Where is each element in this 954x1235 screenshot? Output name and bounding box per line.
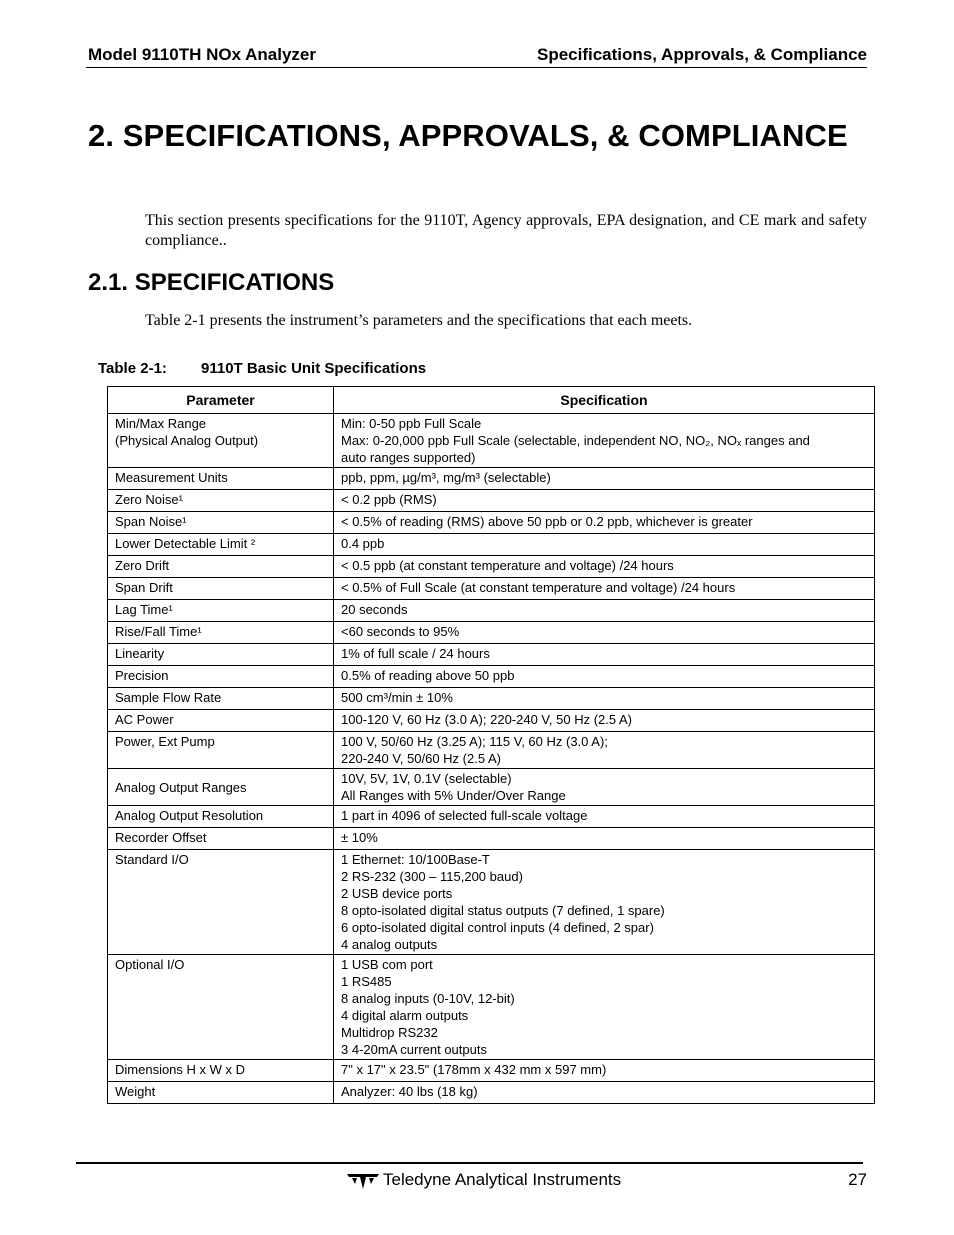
parameter-text: AC Power xyxy=(115,712,174,727)
parameter-cell xyxy=(108,1082,334,1104)
parameter-cell xyxy=(108,534,334,556)
table-row xyxy=(108,556,875,578)
specification-text: 8 opto-isolated digital status outputs (7 defined, 1 spare) xyxy=(341,903,665,918)
specification-cell xyxy=(334,644,875,666)
specification-text: 1 part in 4096 of selected full-scale voltage xyxy=(341,808,588,823)
specification-text: < 0.2 ppb (RMS) xyxy=(341,492,437,507)
parameter-text: Zero Drift xyxy=(115,558,170,573)
parameter-cell xyxy=(108,710,334,732)
specification-text: 220-240 V, 50/60 Hz (2.5 A) xyxy=(341,751,501,766)
specification-text: 10V, 5V, 1V, 0.1V (selectable) xyxy=(341,771,512,786)
parameter-cell xyxy=(108,468,334,490)
specification-cell xyxy=(334,600,875,622)
specification-text: 4 analog outputs xyxy=(341,937,438,952)
table-row xyxy=(108,806,875,828)
table-row xyxy=(108,666,875,688)
parameter-cell xyxy=(108,688,334,710)
table-row xyxy=(108,850,875,955)
parameter-text: Zero Noise¹ xyxy=(115,492,183,507)
parameter-cell xyxy=(108,769,334,806)
parameter-text: Standard I/O xyxy=(115,852,189,867)
specification-text: <60 seconds to 95% xyxy=(341,624,460,639)
specification-cell xyxy=(334,732,875,769)
table-row xyxy=(108,769,875,806)
parameter-text: Analog Output Resolution xyxy=(115,808,264,823)
specification-text: Analyzer: 40 lbs (18 kg) xyxy=(341,1084,478,1099)
specification-text: 1 USB com port xyxy=(341,957,433,972)
specification-cell xyxy=(334,512,875,534)
specification-text: 3 4-20mA current outputs xyxy=(341,1042,487,1057)
parameter-text: Sample Flow Rate xyxy=(115,690,222,705)
running-header-section: Specifications, Approvals, & Compliance xyxy=(536,45,867,64)
specification-cell xyxy=(334,490,875,512)
parameter-text: Precision xyxy=(115,668,169,683)
parameter-text: (Physical Analog Output) xyxy=(115,433,259,448)
parameter-text: Power, Ext Pump xyxy=(115,734,215,749)
table-row xyxy=(108,828,875,850)
specification-text: auto ranges supported) xyxy=(341,450,476,465)
specification-text: < 0.5% of reading (RMS) above 50 ppb or 0.2 ppb, whichever is greater xyxy=(341,514,753,529)
parameter-cell xyxy=(108,1060,334,1082)
parameter-cell xyxy=(108,828,334,850)
specification-cell xyxy=(334,710,875,732)
specification-text: 20 seconds xyxy=(341,602,408,617)
parameter-cell xyxy=(108,600,334,622)
table-row xyxy=(108,644,875,666)
specification-cell xyxy=(334,1082,875,1104)
table-caption-title: 9110T Basic Unit Specifications xyxy=(201,360,427,377)
specification-text: 0.5% of reading above 50 ppb xyxy=(341,668,515,683)
specification-cell xyxy=(334,769,875,806)
teledyne-logo-icon xyxy=(346,1170,380,1190)
specification-text: 1 RS485 xyxy=(341,974,392,989)
footer-rule xyxy=(76,1162,863,1164)
specification-text: 6 opto-isolated digital control inputs (4 defined, 2 spar) xyxy=(341,920,654,935)
table-caption-number: Table 2-1: xyxy=(98,360,167,377)
specification-text: ppb, ppm, µg/m³, mg/m³ (selectable) xyxy=(341,470,551,485)
specification-text: Multidrop RS232 xyxy=(341,1025,438,1040)
specification-text: < 0.5 ppb (at constant temperature and voltage) /24 hours xyxy=(341,558,674,573)
footer-company: Teledyne Analytical Instruments xyxy=(383,1170,622,1189)
parameter-text: Rise/Fall Time¹ xyxy=(115,624,202,639)
specification-text: All Ranges with 5% Under/Over Range xyxy=(341,788,566,803)
parameter-text: Optional I/O xyxy=(115,957,185,972)
specifications-table xyxy=(107,386,875,1104)
section-title: 2.1. SPECIFICATIONS xyxy=(88,269,335,296)
parameter-text: Min/Max Range xyxy=(115,416,207,431)
specification-cell xyxy=(334,578,875,600)
parameter-cell xyxy=(108,414,334,468)
specification-text: Max: 0-20,000 ppb Full Scale (selectable, independent NO, NO₂, NOₓ ranges and xyxy=(341,433,810,448)
specification-cell xyxy=(334,556,875,578)
parameter-text: Linearity xyxy=(115,646,165,661)
table-row xyxy=(108,688,875,710)
parameter-cell xyxy=(108,622,334,644)
specification-text: 2 USB device ports xyxy=(341,886,453,901)
page-number: 27 xyxy=(848,1170,867,1189)
table-row xyxy=(108,732,875,769)
parameter-text: Lag Time¹ xyxy=(115,602,173,617)
parameter-cell xyxy=(108,644,334,666)
specification-cell xyxy=(334,414,875,468)
specification-text: 1% of full scale / 24 hours xyxy=(341,646,490,661)
parameter-text: Measurement Units xyxy=(115,470,228,485)
specification-text: ± 10% xyxy=(341,830,378,845)
specification-text: 0.4 ppb xyxy=(341,536,385,551)
specification-text: 7" x 17" x 23.5" (178mm x 432 mm x 597 mm) xyxy=(341,1062,607,1077)
table-row xyxy=(108,600,875,622)
table-row xyxy=(108,1082,875,1104)
specification-text: 2 RS-232 (300 – 115,200 baud) xyxy=(341,869,523,884)
parameter-text: Span Drift xyxy=(115,580,173,595)
specification-cell xyxy=(334,828,875,850)
parameter-text: Span Noise¹ xyxy=(115,514,187,529)
table-body xyxy=(108,414,875,1104)
table-row xyxy=(108,414,875,468)
specification-cell xyxy=(334,534,875,556)
parameter-cell xyxy=(108,512,334,534)
table-row xyxy=(108,1060,875,1082)
table-caption xyxy=(98,360,426,377)
specification-text: 1 Ethernet: 10/100Base-T xyxy=(341,852,490,867)
parameter-cell xyxy=(108,732,334,769)
specification-cell xyxy=(334,1060,875,1082)
parameter-text: Analog Output Ranges xyxy=(115,779,247,795)
table-row xyxy=(108,468,875,490)
specification-cell xyxy=(334,806,875,828)
specification-cell xyxy=(334,688,875,710)
header-specification: Specification xyxy=(334,387,875,414)
table-row xyxy=(108,955,875,1060)
table-row xyxy=(108,578,875,600)
specification-text: 8 analog inputs (0-10V, 12-bit) xyxy=(341,991,515,1006)
specification-text: 100-120 V, 60 Hz (3.0 A); 220-240 V, 50 Hz (2.5 A) xyxy=(341,712,633,727)
running-header-title: Model 9110TH NOx Analyzer xyxy=(88,45,317,64)
specification-cell xyxy=(334,622,875,644)
specification-text: 4 digital alarm outputs xyxy=(341,1008,469,1023)
specification-text: Min: 0-50 ppb Full Scale xyxy=(341,416,482,431)
header-rule xyxy=(86,67,867,68)
chapter-title: 2. SPECIFICATIONS, APPROVALS, & COMPLIANCE xyxy=(88,118,848,153)
parameter-text: Weight xyxy=(115,1084,156,1099)
chapter-intro: This section presents specifications for the 9110T, Agency approvals, EPA designation, and CE mark and safety compliance.. xyxy=(145,212,867,249)
table-row xyxy=(108,622,875,644)
section-intro: Table 2-1 presents the instrument’s parameters and the specifications that each meets. xyxy=(145,312,693,329)
table-row xyxy=(108,534,875,556)
parameter-cell xyxy=(108,556,334,578)
parameter-text: Lower Detectable Limit ² xyxy=(115,536,256,551)
specification-cell xyxy=(334,955,875,1060)
specification-text: 100 V, 50/60 Hz (3.25 A); 115 V, 60 Hz (3.0 A); xyxy=(341,734,608,749)
specification-cell xyxy=(334,468,875,490)
parameter-cell xyxy=(108,850,334,955)
table-row xyxy=(108,710,875,732)
specification-text: < 0.5% of Full Scale (at constant temperature and voltage) /24 hours xyxy=(341,580,736,595)
parameter-cell xyxy=(108,490,334,512)
parameter-text: Recorder Offset xyxy=(115,830,207,845)
header-parameter: Parameter xyxy=(108,387,334,414)
specification-cell xyxy=(334,850,875,955)
parameter-cell xyxy=(108,806,334,828)
specification-cell xyxy=(334,666,875,688)
specification-text: 500 cm³/min ± 10% xyxy=(341,690,453,705)
parameter-cell xyxy=(108,955,334,1060)
table-row xyxy=(108,512,875,534)
parameter-cell xyxy=(108,578,334,600)
parameter-cell xyxy=(108,666,334,688)
parameter-text: Dimensions H x W x D xyxy=(115,1062,246,1077)
table-row xyxy=(108,490,875,512)
table-header-row xyxy=(108,387,875,414)
